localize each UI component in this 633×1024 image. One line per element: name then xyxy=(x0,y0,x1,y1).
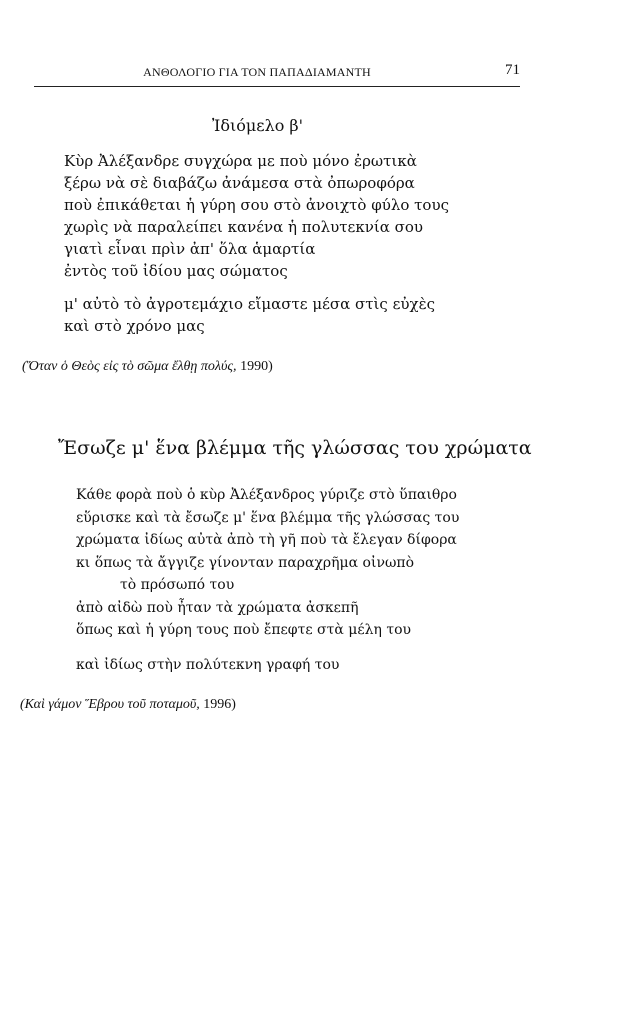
verse-line: κι ὅπως τὰ ἄγγιζε γίνονταν παραχρῆμα οἰνωπὸ xyxy=(76,554,415,571)
verse-line: ποὺ ἐπικάθεται ἡ γύρη σου στὸ ἀνοιχτὸ φύλο τους xyxy=(64,196,449,214)
verse-line: εὕρισκε καὶ τὰ ἔσωζε μ' ἕνα βλέμμα τῆς γλώσσας του xyxy=(76,509,460,526)
stanza xyxy=(64,293,435,337)
stanza xyxy=(76,654,339,676)
stanza xyxy=(64,150,449,282)
verse-line: καὶ ἰδίως στὴν πολύτεκνη γραφή του xyxy=(76,657,340,673)
running-title: ΑΝΘΟΛΟΓΙΟ ΓΙΑ ΤΟΝ ΠΑΠΑΔΙΑΜΑΝΤΗ xyxy=(143,65,371,79)
verse-line: ξέρω νὰ σὲ διαβάζω ἀνάμεσα στὰ ὀπωροφόρα xyxy=(64,174,415,192)
verse-line: Κὺρ Ἀλέξανδρε συγχώρα με ποὺ μόνο ἐρωτικὰ xyxy=(64,152,417,170)
verse-line: καὶ στὸ χρόνο μας xyxy=(64,317,205,335)
verse-line: χωρὶς νὰ παραλείπει κανένα ἡ πολυτεκνία σου xyxy=(64,218,423,236)
verse-line-indented: τὸ πρόσωπό του xyxy=(120,577,235,593)
running-header xyxy=(34,62,520,87)
verse-line: μ' αὐτὸ τὸ ἀγροτεμάχιο εἴμαστε μέσα στὶς εὐχὲς xyxy=(64,295,436,313)
source-citation xyxy=(20,697,236,713)
source-title: (Ὅταν ὁ Θεὸς εἰς τὸ σῶμα ἔλθῃ πολύς, xyxy=(22,359,237,374)
source-citation xyxy=(22,359,273,375)
verse-line: χρώματα ἰδίως αὐτὰ ἀπὸ τὴ γῆ ποὺ τὰ ἔλεγαν δίφορα xyxy=(76,532,457,548)
page-number: 71 xyxy=(505,62,520,78)
verse-line: ἀπὸ αἰδὼ ποὺ ἦταν τὰ χρώματα ἀσκεπῆ xyxy=(76,599,359,616)
stanza xyxy=(76,484,459,642)
source-year: 1990) xyxy=(236,359,273,374)
poem-title: Ἰδιόμελο β' xyxy=(212,116,304,135)
verse-line: ἐντὸς τοῦ ἰδίου μας σώματος xyxy=(64,262,288,280)
poem-title: Ἔσωζε μ' ἕνα βλέμμα τῆς γλώσσας του χρώματα xyxy=(58,437,532,459)
verse-line: ὅπως καὶ ἡ γύρη τους ποὺ ἔπεφτε στὰ μέλη του xyxy=(76,622,412,638)
verse-line: Κάθε φορὰ ποὺ ὁ κὺρ Ἀλέξανδρος γύριζε στὸ ὕπαιθρο xyxy=(76,487,457,503)
source-year: 1996) xyxy=(199,697,236,712)
verse-line: γιατὶ εἶναι πρὶν ἀπ' ὅλα ἁμαρτία xyxy=(64,240,316,258)
source-title: (Καὶ γάμον Ἕβρου τοῦ ποταμοῦ, xyxy=(20,697,200,712)
